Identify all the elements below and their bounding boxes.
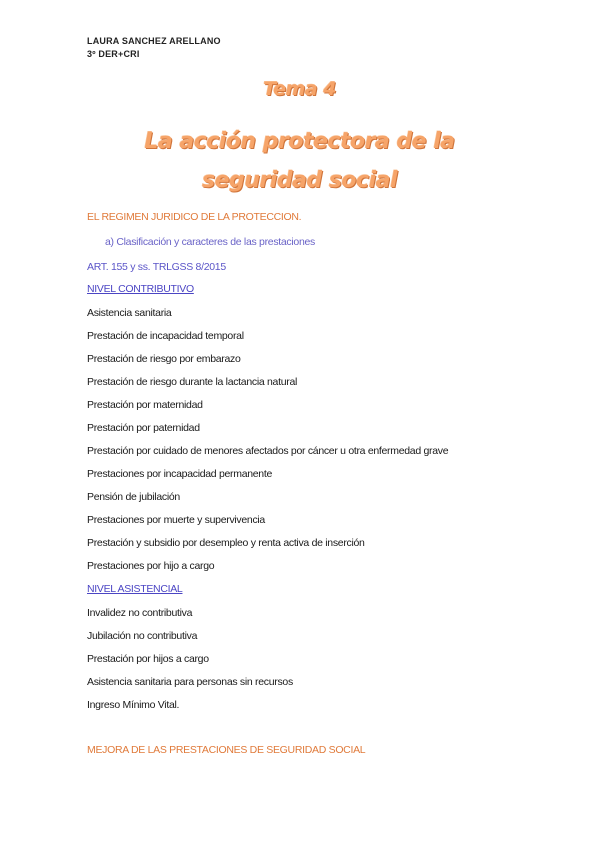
list-item: Pensión de jubilación <box>87 491 180 503</box>
section-heading-regimen: EL REGIMEN JURIDICO DE LA PROTECCION. <box>87 211 302 223</box>
list-item: Prestación y subsidio por desempleo y renta activa de inserción <box>87 537 365 549</box>
list-item: Asistencia sanitaria <box>87 307 172 319</box>
course-label: 3º DER+CRI <box>87 49 140 59</box>
list-item: Jubilación no contributiva <box>87 630 198 642</box>
list-item: Prestación de riesgo por embarazo <box>87 353 241 365</box>
list-item: Asistencia sanitaria para personas sin recursos <box>87 676 293 688</box>
author-name: LAURA SANCHEZ ARELLANO <box>87 36 221 46</box>
legal-reference: ART. 155 y ss. TRLGSS 8/2015 <box>87 261 226 273</box>
list-item: Prestación por paternidad <box>87 422 200 434</box>
list-item: Prestación por maternidad <box>87 399 203 411</box>
document-title: Tema 4 <box>263 78 336 100</box>
subsection-heading-clasificacion: a) Clasificación y caracteres de las prestaciones <box>105 236 315 248</box>
list-item: Ingreso Mínimo Vital. <box>87 699 180 711</box>
list-item: Prestación de riesgo durante la lactancia natural <box>87 376 298 388</box>
level-heading-asistencial: NIVEL ASISTENCIAL <box>87 583 183 595</box>
list-item: Invalidez no contributiva <box>87 607 193 619</box>
list-item: Prestaciones por muerte y supervivencia <box>87 514 265 526</box>
document-subtitle-line1: La acción protectora de la <box>144 129 455 154</box>
document-subtitle-line2: seguridad social <box>202 168 397 193</box>
list-item: Prestación por hijos a cargo <box>87 653 209 665</box>
level-heading-contributivo: NIVEL CONTRIBUTIVO <box>87 283 194 295</box>
list-item: Prestación por cuidado de menores afectados por cáncer u otra enfermedad grave <box>87 445 449 457</box>
list-item: Prestaciones por incapacidad permanente <box>87 468 273 480</box>
list-item: Prestación de incapacidad temporal <box>87 330 244 342</box>
list-item: Prestaciones por hijo a cargo <box>87 560 215 572</box>
section-heading-mejora: MEJORA DE LAS PRESTACIONES DE SEGURIDAD SOCIAL <box>87 744 366 756</box>
